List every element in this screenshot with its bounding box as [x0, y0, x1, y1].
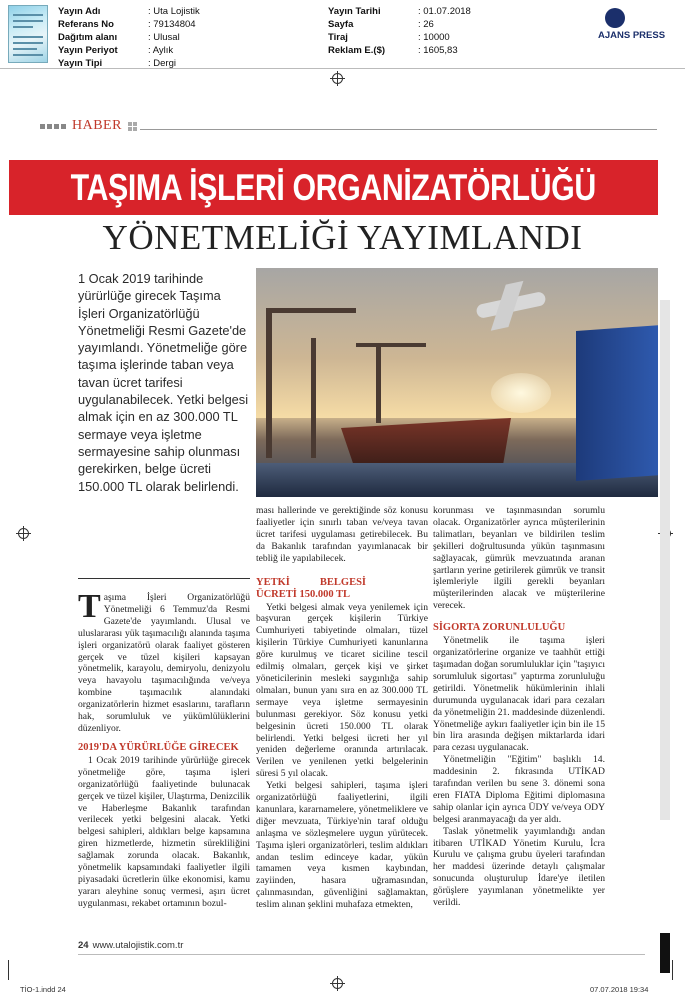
subheading: SİGORTA ZORUNLULUĞU: [433, 622, 566, 634]
header-divider: [0, 68, 685, 69]
meta-value: : Ulusal: [148, 32, 180, 43]
registration-mark-icon: [18, 528, 29, 539]
column-rule: [78, 578, 250, 579]
crop-mark: [8, 960, 9, 980]
paragraph: korunması ve taşınmasından sorumlu olacak. Organizatörler ayrıca müşterilerinin talimatları, beyanları ve bildirilen teslim şekilleri doğrultusunda yükün taşınmasını sağlayacak, gümrük mevzuatında aranan şartların yerine getirilerek gümrük ve transit işlemleriyle ilgili gerekli beyanları müşterilerinden alacak ve müşterilerine verecek.: [433, 505, 605, 612]
section-name: HABER: [72, 118, 122, 133]
page-edge-tab: [660, 300, 670, 820]
dots-icon: [40, 124, 66, 129]
meta-value: : 79134804: [148, 19, 196, 30]
website: www.utalojistik.com.tr: [92, 940, 184, 951]
meta-key: Reklam E.($): [328, 45, 386, 56]
paragraph: Taslak yönetmelik yayımlandığı andan itibaren UTİKAD Yönetim Kurulu, İcra Kurulu ve çalışma grubu üyeleri tarafından her maddesi üzerinde detaylı çalışmalar sonucunda oluşturulup İdare'ye iletilen görüşlere yayımlanan yönetmelikte yer verildi.: [433, 825, 605, 909]
dropcap: T: [78, 588, 101, 625]
lead-paragraph: 1 Ocak 2019 tarihinde yürürlüğe girecek Taşıma İşleri Organizatörlüğü Yönetmeliği Resmi Gazete'de yayımlandı. Yönetmeliğe göre taşıma işlerinde taban veya tavan ücret tarifesi uygulanabilecek. Yetki belgesi almak için en az 300.000 TL sermaye veya işletme sermayesine sahip olunması gerekirken, belge ücreti 150.000 TL olarak belirlendi.: [78, 271, 249, 494]
logistics-photo: [256, 268, 658, 497]
meta-value: : Aylık: [148, 45, 174, 56]
grid-icon: [128, 122, 137, 131]
headline-line2: YÖNETMELİĞİ YAYIMLANDI: [102, 218, 583, 257]
ajans-press-logo: [605, 8, 625, 28]
article-column-1: [78, 588, 250, 910]
clipping-metadata: [0, 0, 685, 68]
headline-banner: [9, 160, 658, 215]
slug-file: TİO-1.indd 24: [20, 985, 66, 994]
paragraph: ması hallerinde ve gerektiğinde söz konusu faaliyetler için sınırlı taban ve/veya tavan ücret tarifesi uygulaması getirebilecek. Bu da Bakanlık tarafından yayımlanacak bir tebliğ ile yapılabilecek.: [256, 505, 428, 564]
meta-key: Yayın Tarihi: [328, 6, 381, 17]
meta-key: Referans No: [58, 19, 114, 30]
section-rule: [140, 129, 657, 130]
page-footer: [78, 940, 183, 951]
meta-row: Yayın Adı: [58, 6, 101, 17]
meta-value: : Dergi: [148, 58, 176, 69]
meta-value: : 1605,83: [418, 45, 458, 56]
crop-mark: [672, 960, 673, 980]
footer-rule: [78, 954, 645, 955]
meta-key: Sayfa: [328, 19, 354, 30]
intro-paragraph: Taşıma İşleri Organizatörlüğü Yönetmeliği 6 Temmuz'da Resmi Gazete'de yayımlandı. Ulusal ve uluslararası yük taşımacılığı alanında taşıma işleri organizatörü olarak faaliyet gösteren gerçek ve tüzel kişileri kapsayan yönetmelik, karayolu, demiryolu, denizyolu veya havayolu taşımacılığında ve/veya kombine taşımacılık alanındaki organizatörlerin hizmet esaslarını, tarafların hak, sorumluluk ve yükümlülüklerini düzenliyor.: [78, 588, 250, 734]
meta-value: : 10000: [418, 32, 450, 43]
page-edge-marker: [660, 933, 670, 973]
registration-mark-icon: [332, 978, 343, 989]
slug-date: 07.07.2018 19:34: [590, 985, 649, 994]
section-label: [40, 118, 137, 134]
meta-key: Dağıtım alanı: [58, 32, 118, 43]
paragraph: Yönetmeliğin "Eğitim" başlıklı 14. maddesinin 2. fıkrasında UTİKAD tarafından verilen bu sene 3. dönemi sona eren FIATA Diploma Eğitimi diplomasına sahip olanlar için ayrıca ÜDY ve/veya ODY belgesi aranmayacağı da yer aldı.: [433, 754, 605, 825]
ajans-press-wordmark: AJANS PRESS: [598, 30, 666, 41]
meta-value: : Uta Lojistik: [148, 6, 200, 17]
meta-value: : 01.07.2018: [418, 6, 471, 17]
article-column-2: [256, 505, 428, 911]
page-thumbnail: [8, 5, 48, 63]
article-column-3: [433, 505, 605, 909]
meta-value: : 26: [418, 19, 434, 30]
headline-line1: TAŞIMA İŞLERİ ORGANİZATÖRLÜĞÜ: [70, 166, 597, 208]
registration-mark-icon: [332, 73, 343, 84]
paragraph: 1 Ocak 2019 tarihinde yürürlüğe girecek yönetmeliğe göre, taşıma işleri organizatörlüğü faaliyetinde bulunacak gerçek ve tüzel kişiler, Ulaştırma, Denizcilik ve Haberleşme Bakanlık tarafından verilecek yetki belgesini alacak. Yetki belgesi sahipleri, aldıkları belge kapsamına giren hizmetlerde, hizmetin sürekliliğini sağlamak zorunda olacak. Bakanlık, yönetmelik kapsamındaki faaliyetler ilgili piyasadaki ücretlerin ülke ekonomisi, kamu yararı aleyhine sonuç vermesi, aşırı ücret uygulanması, rekabet ortamının bozul-: [78, 754, 250, 909]
meta-key: Yayın Tipi: [58, 58, 103, 69]
paragraph: Yetki belgesi sahipleri, taşıma işleri organizatörlüğü faaliyetlerini, ilgili kanunlara, kararnamelere, yönetmeliklere ve diğer mevzuata, Türkiye'nin taraf olduğu anlaşma ve sözleşmelere uygun yürütecek. Taşıma işleri organizatörleri, teslim aldıkları andan teslim edinceye kadar, yükün tamamen veya kısmen kaybından, zayiinden, hasara uğramasından, çalınmasından, güvenliğini sağlamaktan, teslim alınan şeklini muhafaza etmekten,: [256, 780, 428, 911]
subheading: 2019'DA YÜRÜRLÜĞE GİRECEK: [78, 741, 239, 753]
page-number: 24: [78, 940, 89, 951]
meta-key: Tiraj: [328, 32, 348, 43]
paragraph: Yetki belgesi almak veya yenilemek için başvuran gerçek kişilerin Türkiye Cumhuriyeti tabiyetinde olmaları, tüzel kişilerin Türkiye Cumhuriyeti kanunlarına göre kurulmuş ve ticaret siciline tescil edilmiş olmaları, gerçek kişi ve şirket yöneticilerinin mesleki saygınlığa sahip olmaları, bunun yanı sıra en az 300.000 TL sermaye veya işletme sermayesinin bulunması gerekiyor. Söz konusu yetki belgesinin ücreti 150.000 TL olarak belirlendi. Yetki belgesi ücreti her yıl yeniden değerleme oranında artırılacak. Verilen ve yenilenen yetki belgelerinin süresi 5 yıl olacak.: [256, 601, 428, 780]
paragraph: Yönetmelik ile taşıma işleri organizatörlerine organize ve taahhüt ettiği taşımadan doğan sorumluluklar için "taşıyıcı sorumluluk sigortası" yaptırma zorunluluğu getirildi. Yönetmelik hükümlerinin ihlali durumunda uygulanacak idari para cezaları da yönetmeliğin 21. maddesinde düzenlendi. Yönetmeliğe aykırı faaliyetler için bin ile 15 bin lira arasında değişen miktarlarda idari para cezası uygulanacak.: [433, 635, 605, 754]
meta-key: Yayın Periyot: [58, 45, 118, 56]
subheading: YETKİ BELGESİ ÜCRETİ 150.000 TL: [256, 576, 366, 600]
